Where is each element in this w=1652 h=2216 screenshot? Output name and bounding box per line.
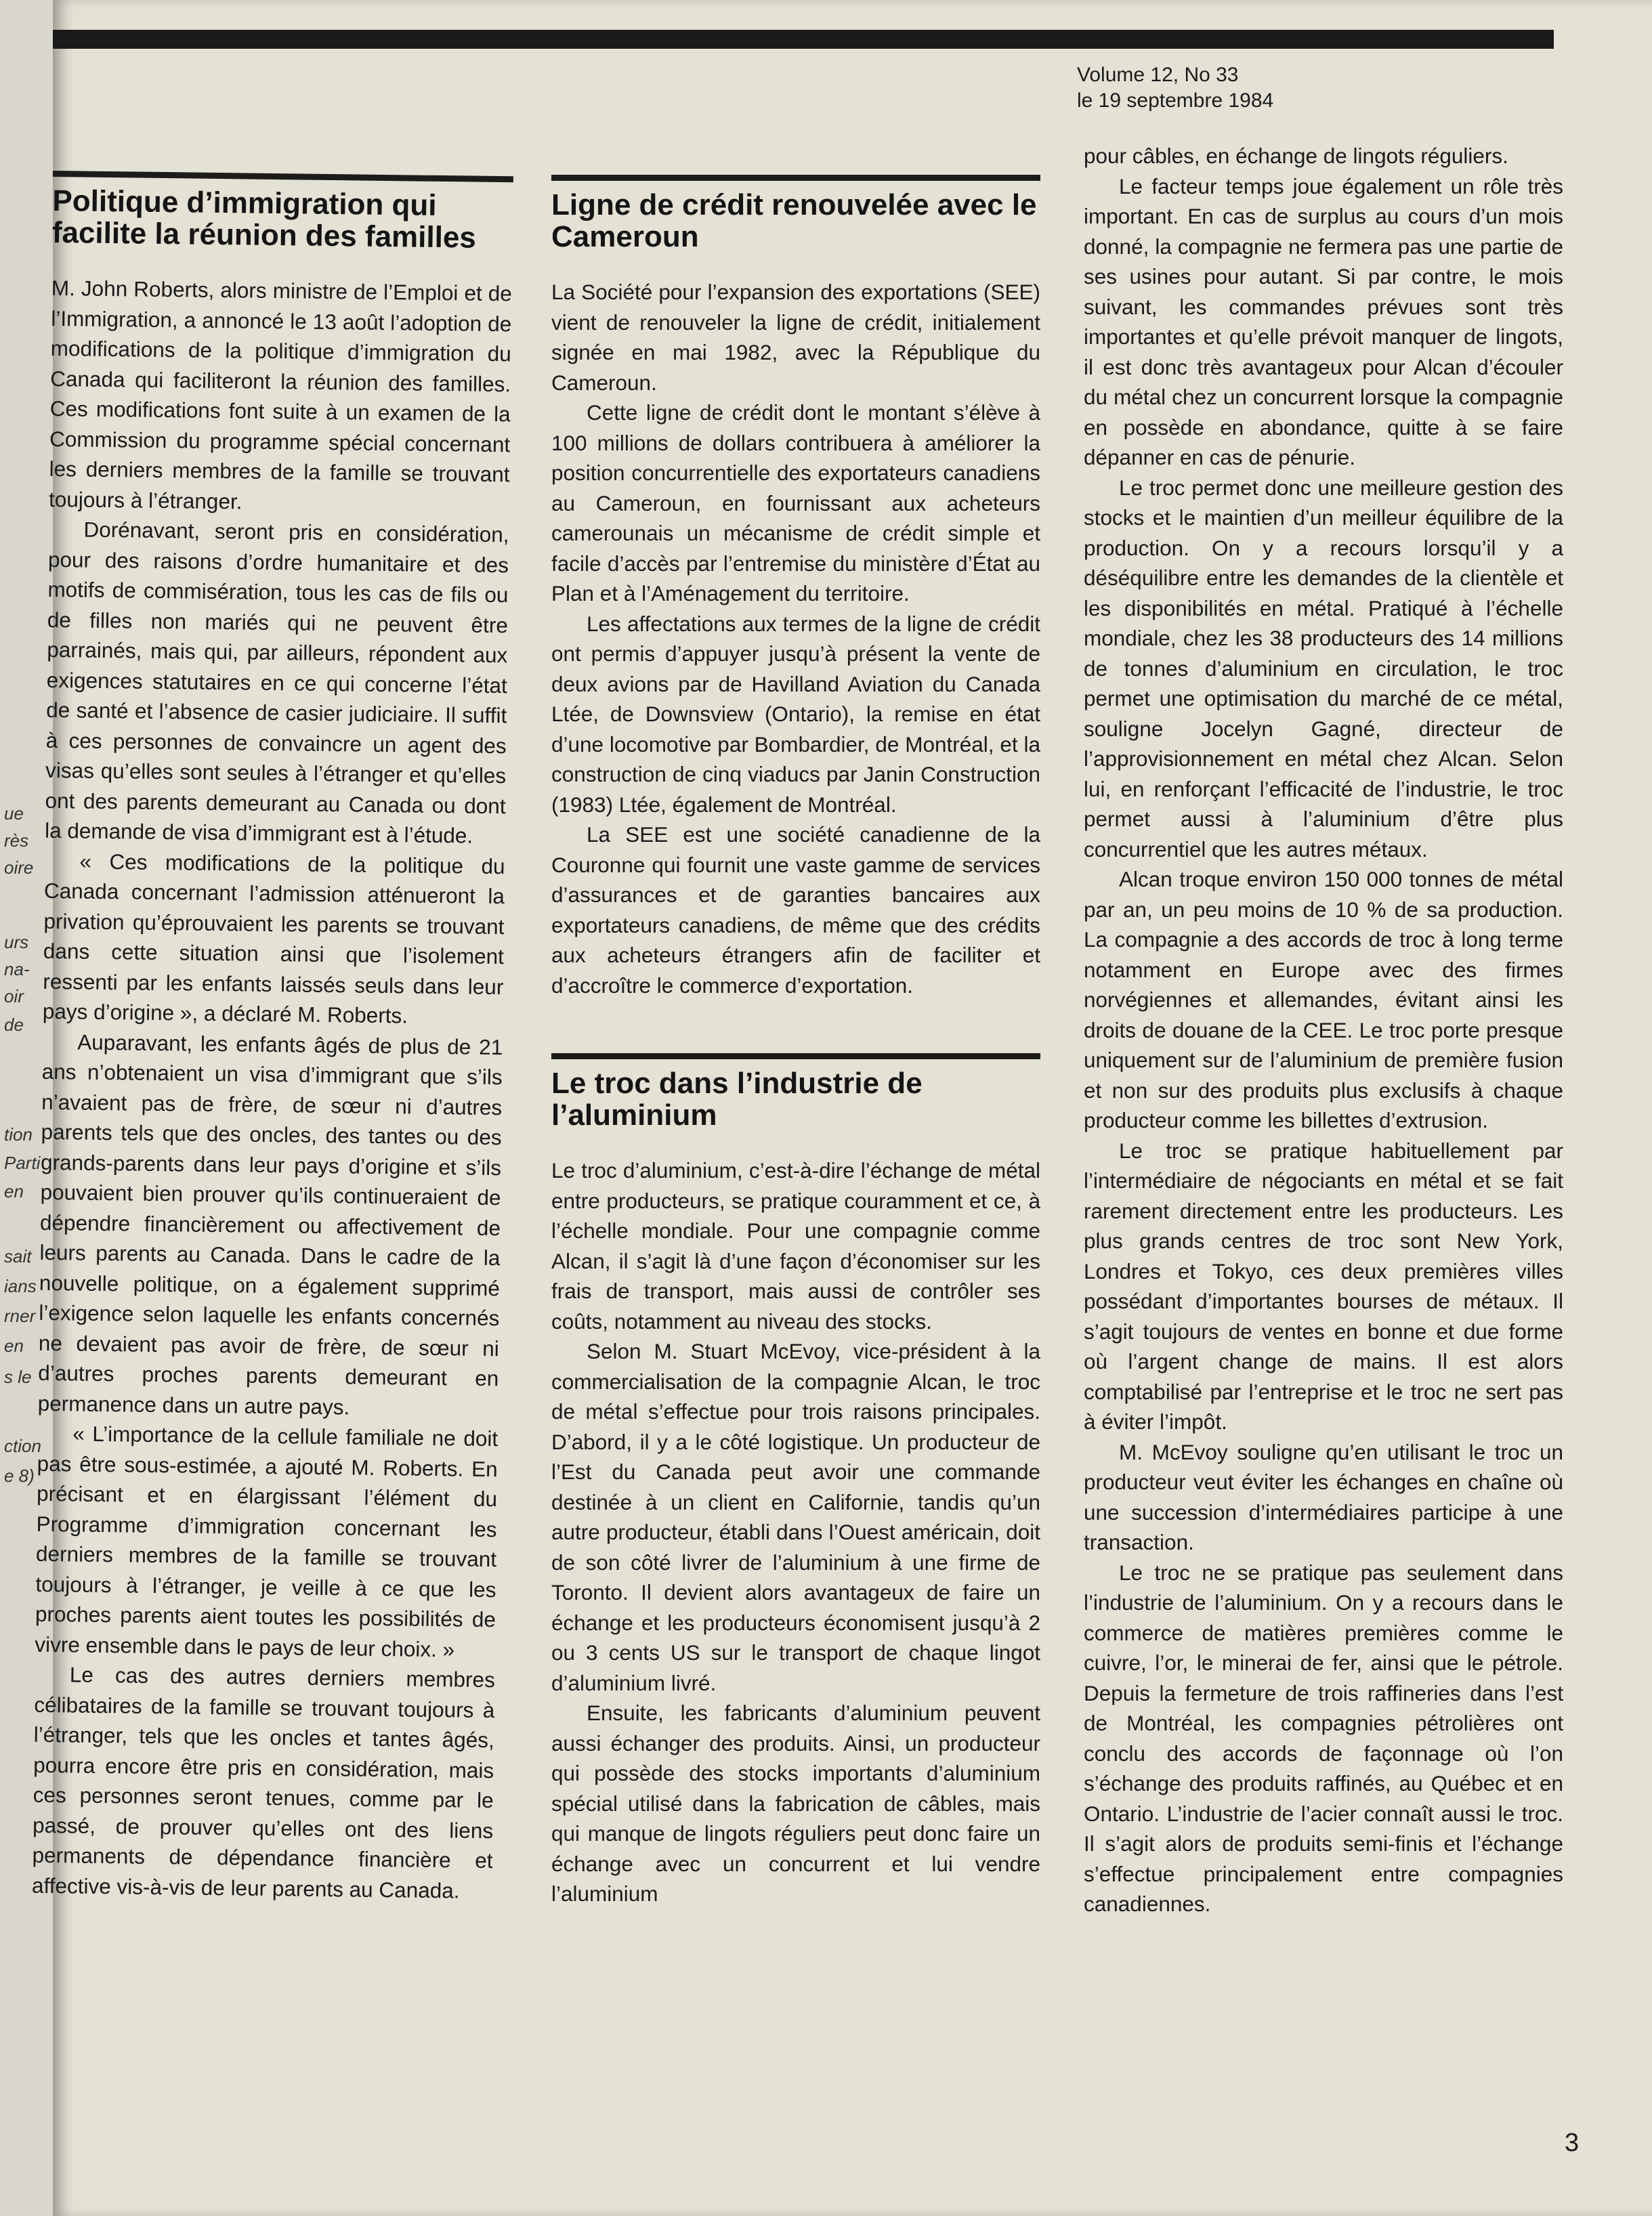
article-rule — [53, 171, 513, 182]
paragraph: La SEE est une société canadienne de la Couronne qui fournit une vaste gamme de services d’assurances et de garanties bancaires aux exportateurs canadiens, de même que des crédits aux acheteurs étrangers afin de faciliter et d’accroître le commerce d’exportation. — [551, 822, 1040, 998]
prev-page-fragment: rner — [4, 1306, 36, 1326]
paragraph: M. John Roberts, alors ministre de l’Emploi et de l’Immigration, a annoncé le 13 août l’adoption de modifications de la politique d’immigration du Canada qui faciliteront la réunion des familles. Ces modifications font suite à un examen de la Commission du programme spécial concernant les derniers membres de la famille se trouvant toujours à l’étranger. — [48, 275, 513, 513]
issue-info — [1077, 62, 1273, 114]
article-title: Ligne de crédit renouvelée avec le Cameroun — [551, 188, 1037, 253]
paragraph: Selon M. Stuart McEvoy, vice-président à la commercialisation de la compagnie Alcan, le troc de métal s’effectue pour trois raisons principales. D’abord, il y a le côté logistique. Un producteur de l’Est du Canada peut avoir une commande destinée à un client en Californie, tandis qu’un autre producteur, établi dans l’Ouest américain, doit de son côté livrer de l’aluminium à une firme de Toronto. Il devient alors avantageux de faire un échange et les producteurs économisent jusqu’à 2 ou 3 cents US sur le transport de chaque lingot d’aluminium livré. — [551, 1339, 1040, 1695]
prev-page-fragment: rès — [4, 830, 29, 851]
prev-page-fragment: ue — [4, 803, 24, 824]
paragraph: « Ces modifications de la politique du Canada concernant l’admission atténueront la privation qu’éprouvaient les parents se trouvant dans cette situation ainsi que l’isolement ressenti par les enfants laissés seuls dans leur pays d’origine », a déclaré M. Roberts. — [42, 849, 505, 1028]
prev-page-fragment: en — [4, 1181, 24, 1201]
article-spacer — [551, 1000, 1040, 1053]
paragraph: Le troc permet donc une meilleure gestion des stocks et le maintien d’un meilleur équilibre de la production. On y a recours lorsqu’il y a déséquilibre entre les demandes de la clientèle et les disponibilités en métal. Pratiqué à l’échelle mondiale, chez les 38 producteurs des 14 millions de tonnes d’aluminium en circulation, le troc permet une optimisation du marché de ce métal, souligne Jocelyn Gagné, directeur de l’approvisionnement en métal chez Alcan. Selon lui, en renforçant l’efficacité de l’industrie, le troc permet aussi à l’aluminium d’être plus concurrentiel que les autres métaux. — [1084, 475, 1563, 861]
column-1 — [32, 171, 513, 1906]
article-title: Le troc dans l’industrie de l’aluminium — [551, 1067, 923, 1132]
newsletter-page — [31, 0, 1652, 2216]
paragraph: Alcan troque environ 150 000 tonnes de métal par an, un peu moins de 10 % de sa production. La compagnie a des accords de troc à long terme notamment en Europe avec des firmes norvégiennes et allemandes, évitant ainsi les droits de douane de la CEE. Le troc porte presque uniquement sur de l’aluminium de première fusion et non sur des produits plus exclusifs à chaque producteur comme les billettes d’extrusion. — [1084, 867, 1563, 1132]
paragraph: Le troc se pratique habituellement par l’intermédiaire de négociants en métal et se fait rarement directement entre les producteurs. Les plus grands centres de troc sont New York, Londres et Tokyo, ces deux premières villes possédant d’importantes bourses de métaux. Il s’agit toujours de ventes en bonne et due forme où l’argent change de mains. Il est alors comptabilisé par l’entreprise et le troc ne sert pas à éviter l’impôt. — [1084, 1138, 1563, 1434]
prev-page-fragment: de — [4, 1015, 24, 1035]
prev-page-fragment: en — [4, 1336, 24, 1356]
prev-page-fragment: Parti — [4, 1153, 41, 1173]
paragraph: M. McEvoy souligne qu’en utilisant le troc un producteur veut éviter les échanges en chaîne où une succession d’intermédiaires participe à une transaction. — [1084, 1439, 1563, 1554]
prev-page-fragment: ians — [4, 1276, 37, 1296]
page-number: 3 — [1565, 2129, 1580, 2157]
article-title: Politique d’immigration qui facilite la réunion des familles — [51, 184, 477, 255]
prev-page-fragment: tion — [4, 1124, 33, 1145]
prev-page-fragment: ction — [4, 1436, 41, 1456]
paragraph: Les affectations aux termes de la ligne de crédit ont permis d’appuyer jusqu’à présent la vente de deux avions par de Havilland Aviation du Canada Ltée, de Downsview (Ontario), la remise en état d’une locomotive par Bombardier, de Montréal, et la construction de cinq viaducs par Janin Construction (1983) Ltée, également de Montréal. — [551, 611, 1040, 817]
prev-page-fragment: sait — [4, 1246, 32, 1266]
paragraph: Le troc ne se pratique pas seulement dans l’industrie de l’aluminium. On y a recours dans le commerce de matières premières comme le cuivre, l’or, le minerai de fer, ainsi que le pétrole. Depuis la fermeture de trois raffineries dans l’est de Montréal, les compagnies pétrolières ont conclu des accords de façonnage où l’on s’échange des produits raffinés, au Québec et en Ontario. L’industrie de l’acier connaît aussi le troc. Il s’agit alors de produits semi-finis et l’échange s’effectue principalement entre compagnies canadiennes. — [1084, 1560, 1563, 1916]
paragraph: Dorénavant, seront pris en considération, pour des raisons d’ordre humanitaire et des motifs de commisération, tous les cas de fils ou de filles non mariés qui ne peuvent être parrainés, mais qui, par ailleurs, répondent aux exigences statutaires en ce qui concerne l’état de santé et l’absence de casier judiciaire. Il suffit à ces personnes de convaincre un agent des visas qu’elles sont seules à l’étranger et qu’elles ont des parents demeurant au Canada ou dont la demande de visa d’immigrant est à l’étude. — [44, 517, 509, 848]
prev-page-fragment: s le — [4, 1367, 32, 1387]
prev-page-fragment: urs — [4, 932, 29, 952]
top-rule — [53, 30, 1554, 49]
paragraph: Le facteur temps joue également un rôle très important. En cas de surplus au cours d’un mois donné, la compagnie ne fermera pas une partie de ses usines pour autant. Si par contre, le mois suivant, les commandes prévues sont très importantes et qu’elle prévoit manquer de lingots, il est donc très avantageux pour Alcan d’écouler du métal chez un concurrent lorsque la compagnie en possède en abondance, quitte à se faire dépanner en cas de pénurie. — [1084, 173, 1563, 469]
prev-page-fragment: na- — [4, 959, 30, 979]
paragraph: Le cas des autres derniers membres célibataires de la famille se trouvant toujours à l’étranger, tels que les oncles et tantes âgés, pourra encore être pris en considération, mais ces personnes seront tenues, comme par le passé, de prouver qu’elles ont des liens permanents de dépendance financière et affective vis-à-vis de leur parents au Canada. — [31, 1662, 496, 1903]
prev-page-fragment: e 8) — [4, 1466, 35, 1486]
paragraph: Cette ligne de crédit dont le montant s’élève à 100 millions de dollars contribuera à améliorer la position concurrentielle des exportateurs canadiens au Cameroun, en fournissant aux acheteurs camerounais un mécanisme de crédit simple et facile d’accès par l’entremise du ministère d’État au Plan et à l’Aménagement du territoire. — [551, 400, 1040, 605]
paragraph: Auparavant, les enfants âgés de plus de 21 ans n’obtenaient un visa d’immigrant que s’ils n’avaient pas de frère, de sœur ni d’autres parents tels que des oncles, des tantes ou des grands-parents dans leur pays d’origine et s’ils pouvaient bien prouver qu’ils continueraient de dépendre financièrement ou affectivement de leurs parents au Canada. Dans le cadre de la nouvelle politique, on a également supprimé l’exigence selon laquelle les enfants concernés ne devaient pas avoir de frère, de sœur ni d’autres proches parents demeurant en permanence dans un autre pays. — [37, 1029, 503, 1419]
paragraph: Ensuite, les fabricants d’aluminium peuvent aussi échanger des produits. Ainsi, un producteur qui possède des stocks importants d’aluminium spécial utilisé dans la fabrication de câbles, mais qui manque de lingots réguliers peut donc faire un échange avec un concurrent et lui vendre l’aluminium — [551, 1701, 1040, 1906]
article-rule — [551, 1053, 1040, 1059]
article-rule — [551, 175, 1040, 181]
column-2 — [551, 175, 1040, 1909]
paragraph: La Société pour l’expansion des exportations (SEE) vient de renouveler la ligne de crédit, initialement signée en mai 1982, avec la République du Cameroun. — [551, 280, 1040, 395]
column-3 — [1084, 141, 1563, 1919]
paragraph: Le troc d’aluminium, c’est-à-dire l’échange de métal entre producteurs, se pratique couramment et ce, à l’échelle mondiale. Pour une compagnie comme Alcan, il s’agit là d’une façon d’économiser sur les frais de transport, mais aussi de contrôler ses coûts, notamment au niveau des stocks. — [551, 1158, 1040, 1334]
issue-volume: Volume 12, No 33 — [1077, 64, 1239, 86]
paragraph: « L’importance de la cellule familiale ne doit pas être sous-estimée, a ajouté M. Roberts. En précisant et en élargissant l’élément du Programme d’immigration concernant les derniers membres de la famille se trouvant toujours à l’étranger, je veille à ce que les proches parents aient toutes les possibilités de vivre ensemble dans le pays de leur choix. » — [35, 1421, 499, 1661]
prev-page-fragment: oir — [4, 986, 24, 1006]
paragraph: pour câbles, en échange de lingots réguliers. — [1084, 144, 1508, 168]
prev-page-fragment: oire — [4, 857, 34, 878]
issue-date: le 19 septembre 1984 — [1077, 89, 1274, 112]
